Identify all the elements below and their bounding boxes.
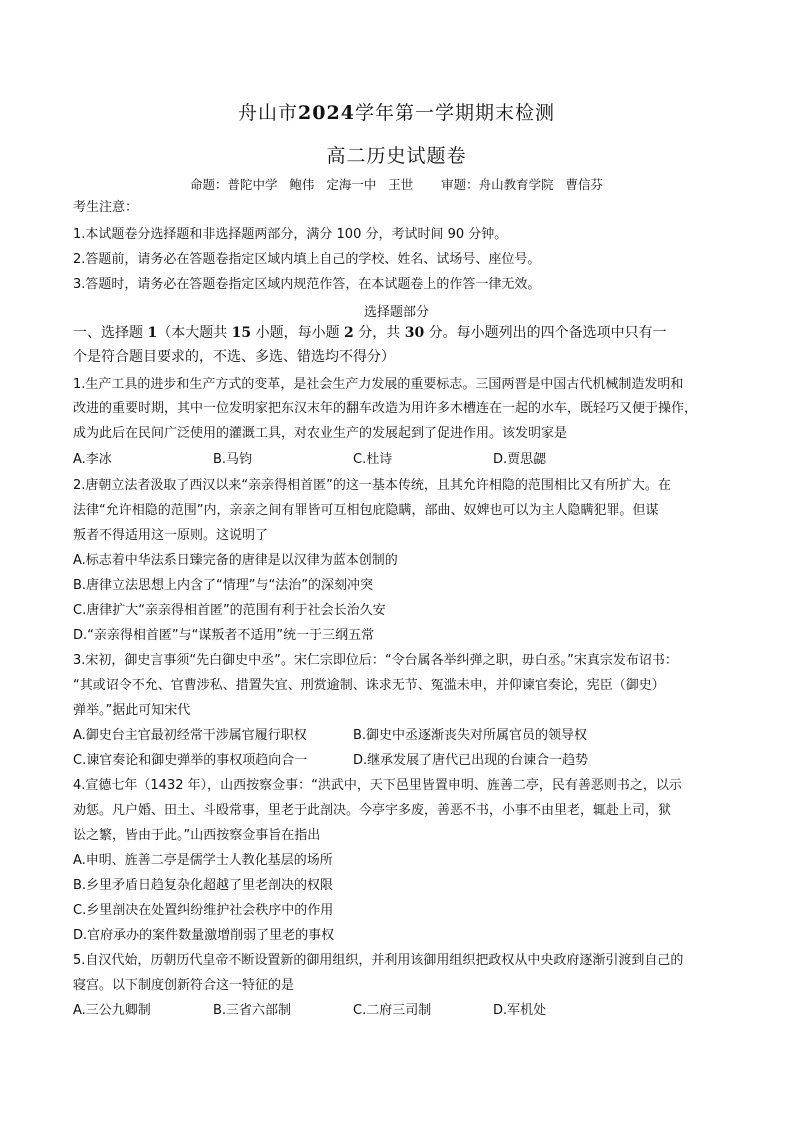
question-text: 劝惩。凡户婚、田土、斗殴常事，里老于此剖决。今亭宇多废，善恶不书，小事不由里老，辄赴上司，狱 [73,803,672,818]
part1-text: 一、选择题 [73,325,148,341]
option-b[interactable]: B.乡里矛盾日趋复杂化超越了里老剖决的权限 [73,878,334,893]
part1-instruction [73,325,753,341]
part1-text: （本大题共 [157,325,232,341]
option-d[interactable]: D.继承发展了唐代已出现的台谏合一趋势 [353,753,589,768]
option-b[interactable]: B.马钧 [213,452,253,467]
question-text: 改进的重要时期，其中一位发明家把东汉末年的翻车改造为用许多木槽连在一起的水车，既轻巧又便于操作， [73,401,698,416]
option-a[interactable]: A.御史台主官最初经常干涉属官履行职权 [73,728,307,743]
part1-number: 2 [344,325,354,341]
question-text: 讼之繁，皆由于此。”山西按察佥事旨在指出 [73,828,321,843]
question-text: “其或诏令不允、官曹涉私、措置失宜、刑赏逾制、诛求无节、冤滥未申，并仰谏官奏论，宪臣（御史） [73,678,665,693]
exam-subtitle: 高二历史试题卷 [326,145,467,167]
exam-title [0,98,793,125]
title-prefix: 舟山市 [238,102,299,124]
part1-text: 分。每小题列出的四个备选项中只有一 [424,325,667,341]
notice-item: 3.答题时，请务必在答题卷指定区域内规范作答，在本试题卷上的作答一律无效。 [73,277,541,292]
notice-item: 1.本试题卷分选择题和非选择题两部分，满分 100 分，考试时间 90 分钟。 [73,227,508,242]
option-a[interactable]: A.李冰 [73,452,112,467]
option-d[interactable]: D.贾思勰 [493,452,547,467]
option-a[interactable]: A.三公九卿制 [73,1003,151,1018]
question-text: 5.自汉代始，历朝历代皇帝不断设置新的御用组织，并利用该御用组织把政权从中央政府逐渐引渡到自己的 [73,953,684,968]
section-title: 选择题部分 [363,305,429,320]
option-a[interactable]: A.申明、旌善二亭是儒学士人教化基层的场所 [73,853,333,868]
question-text: 4.宣德七年（1432 年），山西按察佥事：“洪武中，天下邑里皆置申明、旌善二亭，民有善恶则书之，以示 [73,778,682,793]
part1-number: 30 [404,325,425,341]
option-c[interactable]: C.谏官奏论和御史弹举的事权项趋向合一 [73,753,308,768]
question-text: 法律“允许相隐的范围”内，亲亲之间有罪皆可互相包庇隐瞒，部曲、奴婢也可以为主人隐瞒犯罪。但谋 [73,503,659,518]
notice-item: 2.答题前，请务必在答题卷指定区域内填上自己的学校、姓名、试场号、座位号。 [73,252,541,267]
question-text: 弹举。”据此可知宋代 [73,703,191,718]
option-b[interactable]: B.唐律立法思想上内含了“情理”与“法治”的深刻冲突 [73,578,373,593]
option-c[interactable]: C.杜诗 [353,452,393,467]
option-d[interactable]: D.军机处 [493,1003,547,1018]
option-b[interactable]: B.三省六部制 [213,1003,292,1018]
question-text: 寝宫。以下制度创新符合这一特征的是 [73,978,295,993]
option-c[interactable]: C.乡里剖决在处置纠纷维护社会秩序中的作用 [73,903,334,918]
part1-number: 15 [231,325,252,341]
authors-line: 命题：普陀中学 鲍伟 定海一中 王世 审题：舟山教育学院 曹信芬 [190,177,603,192]
question-text: 叛者不得适用这一原则。这说明了 [73,528,269,543]
part1-number: 1 [147,325,158,341]
option-c[interactable]: C.二府三司制 [353,1003,432,1018]
option-a[interactable]: A.标志着中华法系日臻完备的唐律是以汉律为蓝本创制的 [73,553,398,568]
title-year: 2024 [298,102,355,124]
notice-heading: 考生注意： [73,200,139,215]
part1-instruction-line2: 个是符合题目要求的，不选、多选、错选均不得分） [73,349,395,365]
question-text: 1.生产工具的进步和生产方式的变革，是社会生产力发展的重要标志。三国两晋是中国古代机械制造发明和 [73,377,684,392]
part1-text: 小题，每小题 [251,325,345,341]
question-text: 成为此后在民间广泛使用的灌溉工具，对农业生产的发展起到了促进作用。该发明家是 [73,426,568,441]
part1-text: 分，共 [353,325,405,341]
question-text: 3.宋初，御史言事须“先白御史中丞”。宋仁宗即位后：“令台属各举纠弹之职，毋白丞。”宋真宗发布诏书： [73,653,678,668]
option-c[interactable]: C.唐律扩大“亲亲得相首匿”的范围有利于社会长治久安 [73,603,386,618]
option-b[interactable]: B.御史中丞逐渐丧失对所属官员的领导权 [353,728,588,743]
option-d[interactable]: D.“亲亲得相首匿”与“谋叛者不适用”统一于三纲五常 [73,628,375,643]
question-text: 2.唐朝立法者汲取了西汉以来“亲亲得相首匿”的这一基本传统，且其允许相隐的范围相比又有所扩大。在 [73,478,671,493]
option-d[interactable]: D.官府承办的案件数量激增削弱了里老的事权 [73,928,335,943]
title-suffix: 学年第一学期期末检测 [354,102,555,124]
